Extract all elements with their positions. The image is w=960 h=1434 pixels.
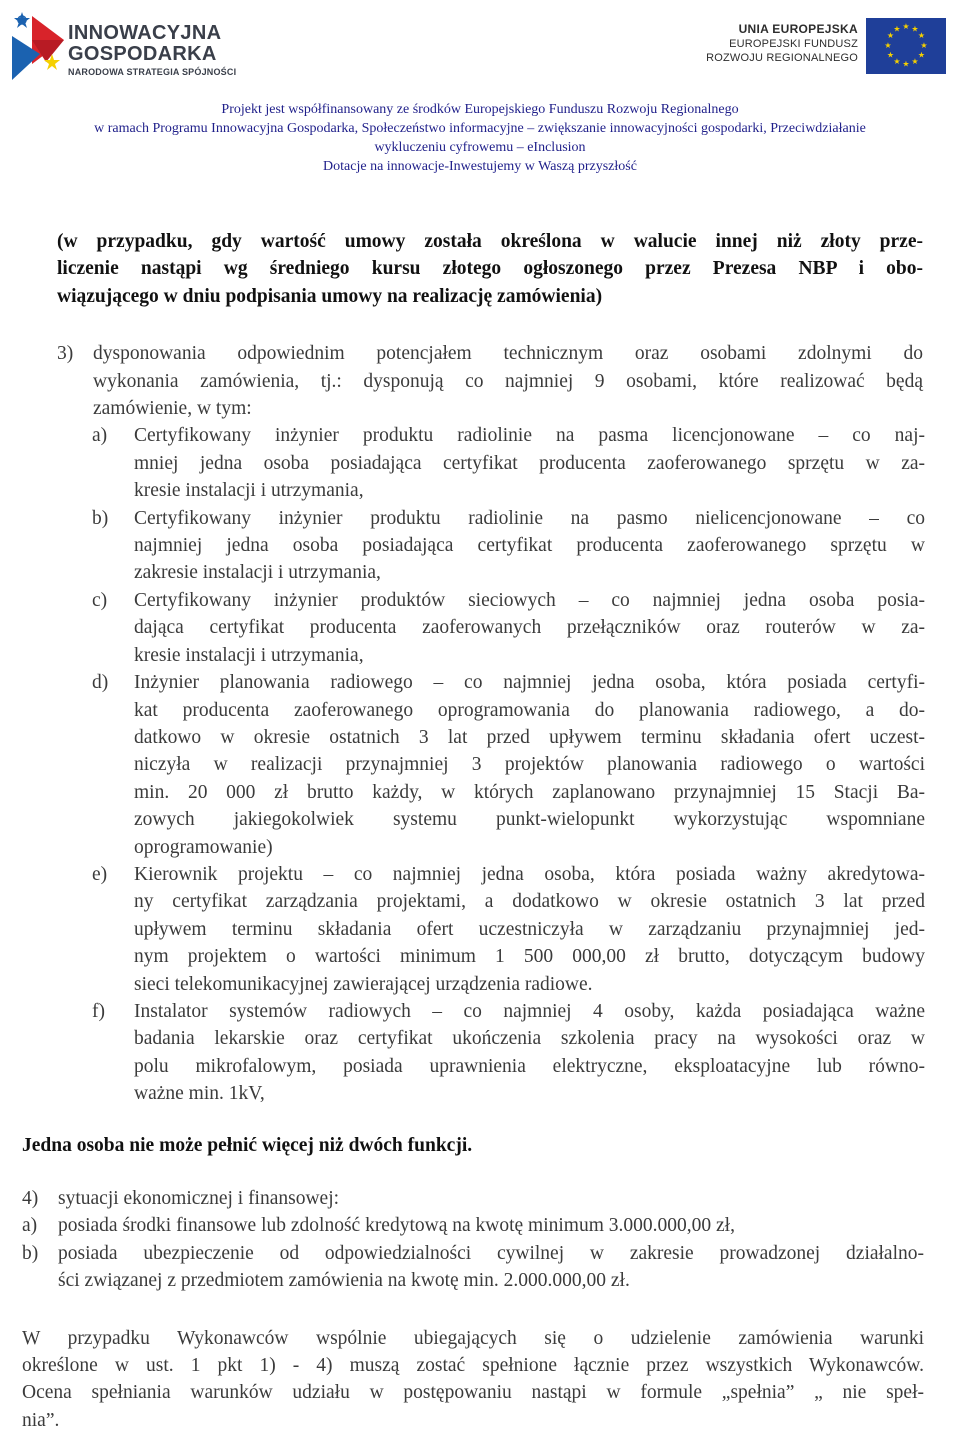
item-f-marker: f) (92, 1000, 105, 1022)
item-line: kresie instalacji i utrzymania, (134, 480, 364, 502)
closing-line: W przypadku Wykonawców wspólnie ubiegających się o udzielenie zamówienia warunki (22, 1327, 924, 1349)
ig-logo-line3: NARODOWA STRATEGIA SPÓJNOŚCI (68, 67, 237, 77)
item-e (92, 861, 925, 998)
item-line: kat producenta zaoferowanego oprogramowania do planowania radiowego, a do- (134, 699, 925, 721)
intro-line: (w przypadku, gdy wartość umowy została określona w walucie innej niż złoty prze- (57, 231, 923, 252)
functions-note-text: Jedna osoba nie może pełnić więcej niż dwóch funkcji. (22, 1134, 473, 1156)
section-3-line: wykonania zamówienia, tj.: dysponują co najmniej 9 osobami, które realizować będą (93, 370, 923, 392)
item-c-marker: c) (92, 589, 108, 611)
project-note-line1: Projekt jest współfinansowany ze środków Europejskiego Funduszu Rozwoju Regionalnego (221, 102, 739, 117)
item-line: najmniej jedna osoba posiadająca certyfikat producenta zaoferowanego sprzętu w (134, 535, 925, 557)
svg-text:★: ★ (886, 50, 895, 60)
item-e-marker: e) (92, 863, 108, 885)
eu-logo-line1: UNIA EUROPEJSKA (738, 22, 858, 36)
svg-text:★: ★ (902, 59, 910, 69)
item-line: upływem terminu składania ofert uczestniczyła w zarządzaniu przynajmniej jed- (134, 918, 925, 940)
document-body (0, 228, 960, 1434)
item-b (92, 505, 925, 587)
svg-text:★: ★ (911, 57, 919, 66)
project-note-line3: wykluczeniu cyfrowemu – eInclusion (374, 140, 586, 155)
item-b-marker: b) (92, 507, 109, 529)
innowacyjna-gospodarka-logo (6, 10, 246, 80)
item-f (92, 998, 925, 1108)
ig-logo-emblem-icon (6, 10, 68, 82)
item-line: dająca certyfikat producenta zaoferowanych przełączników oraz routerów w za- (134, 617, 925, 639)
item-line: mniej jedna osoba posiadająca certyfikat producenta zaoferowanego sprzętu w za- (134, 452, 925, 474)
section-4-title-row (22, 1185, 924, 1212)
item-line: Certyfikowany inżynier produktu radiolinie na pasma licencjonowane – co naj- (134, 425, 925, 447)
project-funding-note (0, 100, 960, 176)
section-4-item-a (22, 1212, 924, 1239)
eu-logo-line2: EUROPEJSKI FUNDUSZ (729, 38, 858, 50)
item-d-marker: d) (92, 672, 109, 694)
section-3-line: zamówienie, w tym: (93, 398, 252, 420)
section-4-a-marker: a) (22, 1215, 38, 1237)
item-a (92, 422, 925, 504)
section-4-b-line: posiada ubezpieczenie od odpowiedzialności cywilnej w zakresie prowadzonej działalno- (58, 1242, 924, 1264)
svg-text:★: ★ (911, 24, 919, 34)
svg-text:★: ★ (893, 24, 901, 34)
eu-logo-text (706, 22, 858, 64)
item-line: Certyfikowany inżynier produktu radiolinie na pasmo nielicencjonowane – co (134, 507, 925, 529)
svg-text:★: ★ (893, 57, 901, 66)
item-line: oprogramowanie) (134, 836, 273, 858)
svg-text:★: ★ (917, 50, 926, 60)
item-line: zowych jakiegokolwiek systemu punkt-wielopunkt wykorzystując wspomniane (134, 809, 925, 831)
closing-line: nia”. (22, 1409, 60, 1431)
project-note-line2: w ramach Programu Innowacyjna Gospodarka, Społeczeństwo informacyjne – zwiększanie innowacyjności gospodarki, Przeciwdziałanie (94, 121, 866, 136)
item-line: Instalator systemów radiowych – co najmniej 4 osoby, każda posiadająca ważne (134, 1000, 925, 1022)
ig-logo-line1: INNOWACYJNA (68, 22, 222, 44)
closing-paragraph (22, 1325, 924, 1434)
eu-flag-icon (866, 18, 946, 74)
item-line: polu mikrofalowym, posiada uprawnienia elektryczne, eksploatacyjne lub równo- (134, 1055, 925, 1077)
item-line: Kierownik projektu – co najmniej jedna osoba, która posiada ważny akredytowa- (134, 863, 925, 885)
item-line: badania lekarskie oraz certyfikat ukończenia szkolenia pracy na wysokości oraz w (134, 1028, 925, 1050)
svg-text:★: ★ (902, 22, 910, 31)
item-line: Inżynier planowania radiowego – co najmniej jedna osoba, która posiada certyfi- (134, 672, 925, 694)
closing-line: Ocena spełniania warunków udziału w postępowaniu nastąpi w formule „spełnia” „ nie speł- (22, 1382, 924, 1404)
item-c (92, 587, 925, 669)
item-line: ważne min. 1kV, (134, 1083, 265, 1105)
item-line: Certyfikowany inżynier produktów sieciowych – co najmniej jedna osoba posia- (134, 589, 925, 611)
svg-text:★: ★ (917, 31, 926, 40)
project-note-line4: Dotacje na innowacje-Inwestujemy w Waszą przyszłość (323, 159, 637, 174)
item-line: ny certyfikat zarządzania projektami, a dodatkowo w okresie ostatnich 3 lat przed (134, 891, 925, 913)
item-line: sieci telekomunikacyjnej zawierającej urządzenia radiowe. (134, 973, 593, 995)
section-4-item-b (22, 1240, 924, 1295)
item-a-marker: a) (92, 425, 108, 447)
closing-line: określone w ust. 1 pkt 1) - 4) muszą zostać spełnione łącznie przez wszystkich Wykonawców. (22, 1355, 924, 1377)
section-4-marker: 4) (22, 1188, 39, 1209)
item-line: min. 20 000 zł brutto każdy, w których zaplanowano przynajmniej 15 Stacji Ba- (134, 781, 925, 803)
eu-logo-line3: ROZWOJU REGIONALNEGO (706, 52, 858, 64)
item-line: nym projektem o wartości minimum 1 500 000,00 zł brutto, dotyczącym budowy (134, 946, 925, 968)
ig-logo-line2: GOSPODARKA (68, 43, 217, 65)
section-3-line: dysponowania odpowiednim potencjałem technicznym oraz osobami zdolnymi do (93, 343, 923, 365)
item-line: datkowo w okresie ostatnich 3 lat przed upływem terminu składania ofert uczest- (134, 726, 925, 748)
section-4-title: sytuacji ekonomicznej i finansowej: (58, 1188, 340, 1209)
svg-text:★: ★ (920, 41, 928, 50)
section-4-b-marker: b) (22, 1242, 39, 1264)
eu-logo (706, 18, 946, 74)
intro-paragraph (57, 228, 923, 310)
section-3 (57, 340, 923, 422)
item-line: zakresie instalacji i utrzymania, (134, 562, 381, 584)
item-line: niczyła w realizacji przynajmniej 3 projektów planowania radiowego o wartości (134, 754, 925, 776)
intro-line: liczenie nastąpi wg średniego kursu złotego ogłoszonego przez Prezesa NBP i obo- (57, 258, 923, 280)
item-line: kresie instalacji i utrzymania, (134, 644, 364, 666)
section-3-marker: 3) (57, 343, 74, 365)
functions-note (22, 1132, 924, 1159)
section-4 (22, 1185, 924, 1295)
section-4-a-text: posiada środki finansowe lub zdolność kredytową na kwotę minimum 3.000.000,00 zł, (58, 1215, 735, 1237)
intro-line: wiązującego w dniu podpisania umowy na realizację zamówienia) (57, 285, 603, 307)
section-4-b-line: ści związanej z przedmiotem zamówienia na kwotę min. 2.000.000,00 zł. (58, 1270, 630, 1292)
svg-text:★: ★ (886, 31, 895, 40)
item-d (92, 669, 925, 861)
svg-text:★: ★ (884, 41, 892, 50)
